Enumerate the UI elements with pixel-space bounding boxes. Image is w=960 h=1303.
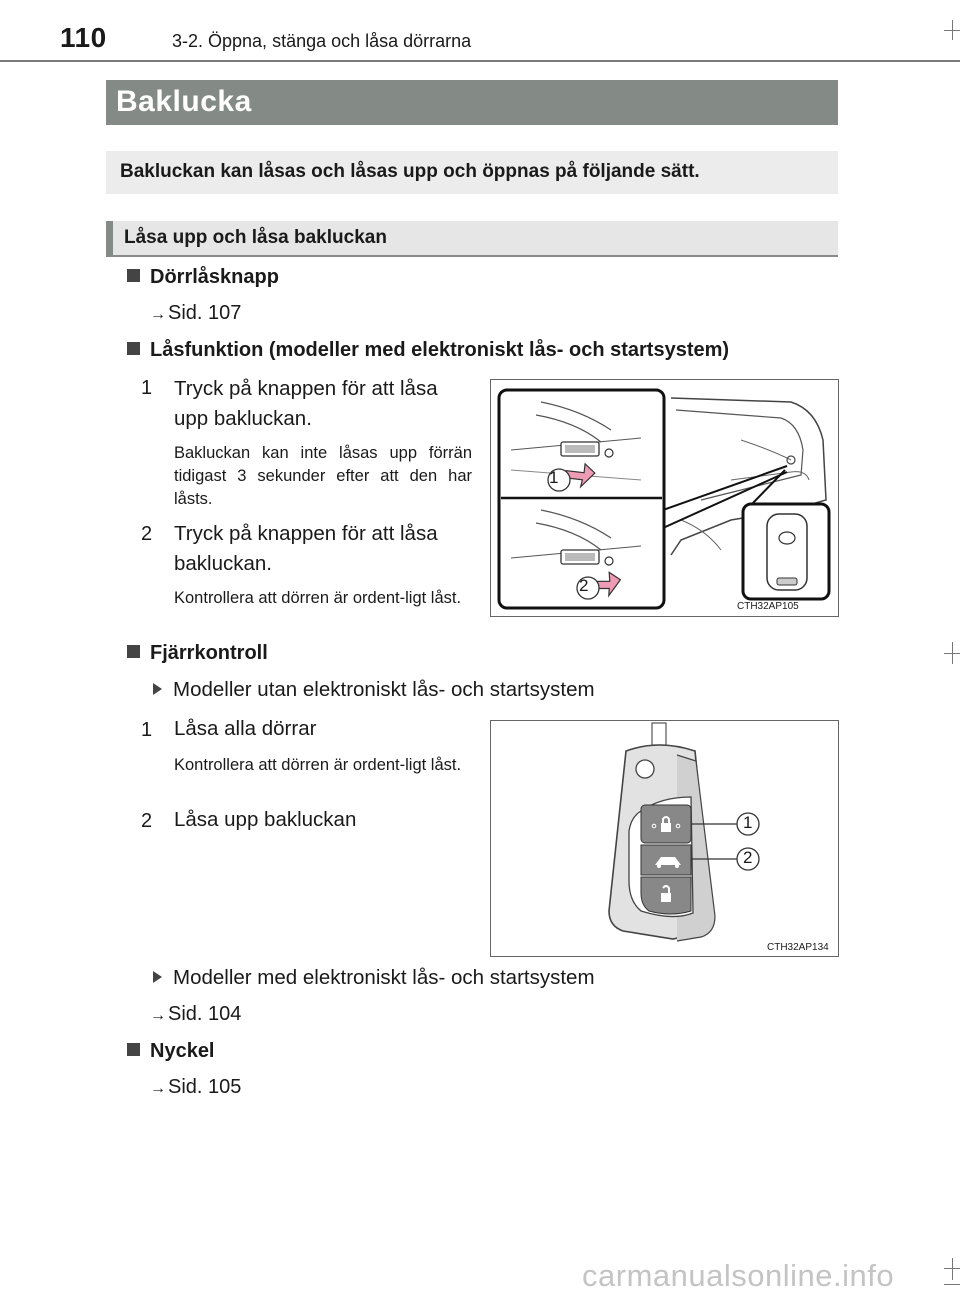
page-ref[interactable] [150,1076,241,1099]
step-1-note: Bakluckan kan inte låsas upp förrän tidigast 3 sekunder efter att den har låsts. [174,444,472,508]
subsection-title: Låsa upp och låsa bakluckan [124,227,387,248]
square-bullet-icon [127,1043,140,1056]
remote-step-1-note: Kontrollera att dörren är ordent-ligt låst. [174,756,462,774]
figure-callout-1: 1 [549,468,559,487]
arrow-right-icon: → [150,306,166,323]
back-door-illustration [491,380,838,616]
heading-text: Dörrlåsknapp [150,266,279,288]
intro-box [106,151,838,194]
figure-callout-1: 1 [743,813,753,832]
heading-remote [127,642,268,665]
page-ref-text: Sid. 107 [168,302,242,324]
crop-mark [952,1258,953,1280]
triangle-bullet-icon [153,971,162,983]
page-ref-text: Sid. 105 [168,1076,242,1098]
section-title-band [106,80,838,125]
step-number-1: 1 [141,377,153,399]
header-rule [0,60,960,62]
page-number: 110 [60,22,107,53]
page-ref[interactable] [150,1003,241,1026]
crop-mark [944,1284,960,1285]
watermark: carmanualsonline.info [582,1258,895,1293]
square-bullet-icon [127,342,140,355]
figure-remote-key [490,720,839,957]
model-type-text: Modeller med elektroniskt lås- och startsystem [173,966,595,989]
subsection-band [106,221,838,257]
remote-step-2-text: Låsa upp bakluckan [174,808,357,831]
heading-key [127,1040,215,1063]
page-title: Baklucka [116,85,252,118]
subsection-bar [106,221,113,257]
step-number-2: 2 [141,523,153,545]
page-ref[interactable] [150,302,241,325]
intro-text: Bakluckan kan låsas och låsas upp och öppnas på följande sätt. [120,161,700,182]
page-ref-text: Sid. 104 [168,1003,242,1025]
step-1-text: Tryck på knappen för att låsa upp bakluckan. [174,377,438,430]
step-2-text: Tryck på knappen för att låsa bakluckan. [174,522,438,575]
step-number-2: 2 [141,810,153,832]
remote-step-1-text: Låsa alla dörrar [174,717,317,740]
heading-text: Nyckel [150,1040,215,1062]
model-type-with-smart-key [153,966,595,990]
crop-mark [952,642,953,664]
step-number-1: 1 [141,719,153,741]
heading-lock-function [127,339,729,362]
figure-code: CTH32AP105 [737,601,799,612]
heading-text: Låsfunktion (modeller med elektroniskt lås- och startsystem) [150,339,730,361]
figure-callout-2: 2 [743,848,753,867]
step-2-note: Kontrollera att dörren är ordent-ligt låst. [174,589,462,607]
heading-text: Fjärrkontroll [150,642,268,664]
heading-door-lock-switch [127,266,279,289]
figure-back-door-switch [490,379,839,617]
chapter-title: 3-2. Öppna, stänga och låsa dörrarna [172,31,472,51]
figure-callout-2: 2 [579,576,589,595]
model-type-without-smart-key [153,678,595,702]
arrow-right-icon: → [150,1080,166,1097]
arrow-right-icon: → [150,1007,166,1024]
figure-code: CTH32AP134 [767,942,829,953]
triangle-bullet-icon [153,683,162,695]
model-type-text: Modeller utan elektroniskt lås- och startsystem [173,678,595,701]
square-bullet-icon [127,269,140,282]
crop-mark [952,20,953,40]
remote-key-illustration [491,721,838,956]
square-bullet-icon [127,645,140,658]
